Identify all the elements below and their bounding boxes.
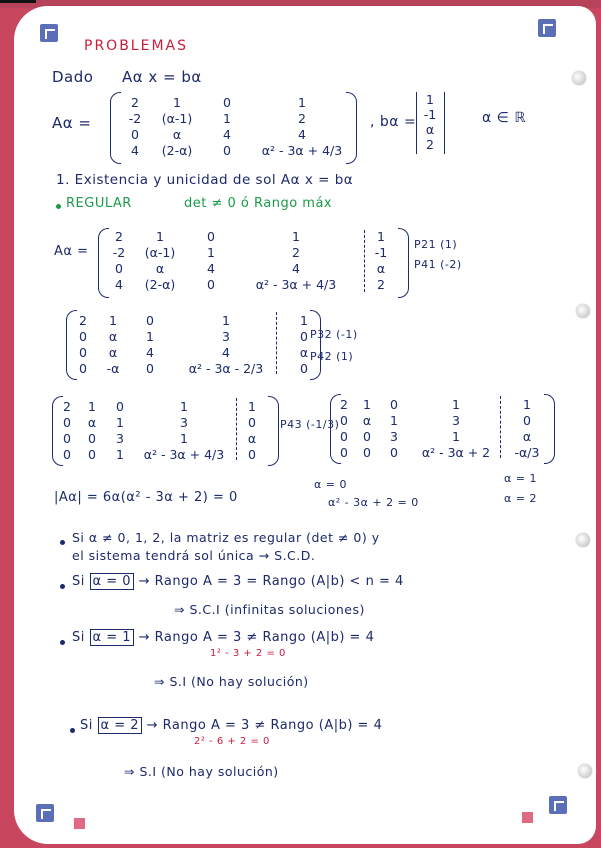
augmented-matrix-2 [70,312,326,376]
aug2-cell: 3 [222,328,230,344]
matrix-a-cell: 0 [223,94,231,110]
aug1-cell: α [376,260,386,276]
vector-b-bar-left [416,92,417,154]
aug2-cell: 0 [300,360,308,376]
aug2-cell: 0 [300,328,308,344]
aug1-cell: 0 [115,260,123,276]
matrix-a-cell: 1 [173,94,181,110]
aug4-cell: 0 [340,412,348,428]
aug3-cell: 0 [63,430,71,446]
case-2-conclusion: ⇒ S.C.I (infinitas soluciones) [174,602,365,617]
aug4-cell: 0 [390,396,398,412]
aug4-cell: 2 [340,396,348,412]
vector-b-entry: α [425,122,435,137]
aug3-cell: 0 [248,446,256,462]
aug4-cell: -α/3 [514,444,540,460]
aug1-cell: 4 [292,260,300,276]
bullet-regular [56,204,61,209]
aug3-cell: 0 [88,446,96,462]
aug1-cell: α [155,260,165,276]
case-2-rest: → Rango A = 3 = Rango (A|b) < n = 4 [138,574,404,589]
binder-hole-3 [576,533,590,547]
vector-b-entry: -1 [423,107,437,122]
aug3-cell: 0 [63,446,71,462]
aug3-cell: 1 [88,398,96,414]
aug2-op-1: P32 (-1) [310,328,358,341]
matrix-a-cell: α [172,126,182,142]
matrix-a-cell: 0 [223,142,231,158]
aug4-cell: 1 [452,396,460,412]
aug4-cell: 0 [363,444,371,460]
vector-b [418,92,442,152]
top-strip-mark [0,0,36,3]
determinant-branch-alpha2: α = 2 [504,492,537,505]
aug4-cell: 1 [390,412,398,428]
aug3-cell: 3 [180,414,188,430]
aug1-cell: -1 [374,244,388,260]
corner-icon-top-right [538,19,556,37]
aug3-cell: 0 [63,414,71,430]
aug1-cell: (2-α) [144,276,176,292]
aug1-cell: 1 [377,228,385,244]
case-4-conclusion: ⇒ S.I (No hay solución) [124,764,279,779]
aug4-cell: α² - 3α + 2 [421,444,491,460]
corner-icon-top-left [40,24,58,42]
aug3-cell: 1 [180,430,188,446]
aug1-label: Aα = [54,244,89,259]
aug2-op-2: P42 (1) [310,350,354,363]
aug1-cell: (α-1) [144,244,176,260]
case-3-line [72,630,374,645]
determinant-branch-quadratic: α² - 3α + 2 = 0 [328,496,419,509]
case-1-line-1: Si α ≠ 0, 1, 2, la matriz es regular (det ≠ 0) y [72,530,380,545]
aug1-cell: 0 [207,228,215,244]
corner-icon-bottom-right [549,796,567,814]
aug2-cell: α [108,344,118,360]
aug2-cell: 1 [300,312,308,328]
augmented-matrix-3 [56,398,270,462]
matrix-a-cell: 2 [131,94,139,110]
case-4-prefix: Si [80,718,93,733]
aug2-cell: 2 [79,312,87,328]
aug3-op: P43 (-1/3) [280,418,340,431]
aug1-op-2: P41 (-2) [414,258,462,271]
aug1-cell: 1 [207,244,215,260]
aug2-cell: 1 [146,328,154,344]
aug1-cell: 1 [156,228,164,244]
aug3-cell: 1 [180,398,188,414]
vector-b-entry: 1 [426,92,434,107]
aug1-cell: α² - 3α + 4/3 [255,276,337,292]
aug3-cell: 3 [116,430,124,446]
alpha-domain: α ∈ ℝ [482,110,526,126]
pink-marker-right [522,812,533,823]
case-3-boxed: α = 1 [90,629,135,646]
augmented-matrix-1 [104,228,406,292]
corner-icon-bottom-left [36,804,54,822]
aug1-op-1: P21 (1) [414,238,458,251]
aug3-cell: 1 [116,414,124,430]
case-1-line-2: el sistema tendrá sol única → S.C.D. [72,548,316,563]
bullet-case-1 [60,540,65,545]
matrix-a-cell: (α-1) [161,110,193,126]
matrix-a-cell: 1 [223,110,231,126]
augmented-matrix-4 [334,396,550,460]
aug2-cell: 0 [79,344,87,360]
aug2-cell: α [108,328,118,344]
binder-hole-2 [576,304,590,318]
vector-b-label: , bα = [370,114,417,130]
aug4-cell: 0 [523,412,531,428]
aug3-cell: 1 [116,446,124,462]
binder-hole-4 [578,764,592,778]
case-3-conclusion: ⇒ S.I (No hay solución) [154,674,309,689]
aug4-cell: α [362,412,372,428]
aug4-cell: α [522,428,532,444]
case-4-line [80,718,382,733]
aug4-cell: 1 [363,396,371,412]
aug3-cell: 0 [248,414,256,430]
aug2-cell: α [299,344,309,360]
section-heading: 1. Existencia y unicidad de sol Aα x = bα [56,172,354,188]
binder-hole-1 [572,71,586,85]
aug3-cell: α² - 3α + 4/3 [143,446,225,462]
dado-label: Dado [52,68,94,86]
aug1-cell: 2 [377,276,385,292]
matrix-a-label: Aα = [52,114,92,132]
aug1-cell: -2 [112,244,126,260]
system-equation: Aα x = bα [122,68,202,86]
determinant-expression: |Aα| = 6α(α² - 3α + 2) = 0 [54,490,238,505]
notebook-page [14,6,596,844]
aug3-cell: 2 [63,398,71,414]
case-3-rest: → Rango A = 3 ≠ Rango (A|b) = 4 [138,630,375,645]
case-3-note: 1² - 3 + 2 = 0 [210,648,286,659]
case-4-rest: → Rango A = 3 ≠ Rango (A|b) = 4 [146,718,383,733]
case-2-prefix: Si [72,574,85,589]
case-3-prefix: Si [72,630,85,645]
pink-marker-left [74,818,85,829]
aug1-cell: 0 [207,276,215,292]
aug1-cell: 2 [115,228,123,244]
matrix-a-cell: 4 [223,126,231,142]
aug2-cell: 1 [222,312,230,328]
aug4-cell: 1 [452,428,460,444]
matrix-a-cell: -2 [128,110,142,126]
aug4-cell: 0 [363,428,371,444]
aug1-cell: 4 [207,260,215,276]
aug3-cell: α [87,414,97,430]
aug4-cell: 1 [523,396,531,412]
aug2-cell: -α [106,360,120,376]
vector-b-entry: 2 [426,137,434,152]
aug3-cell: α [247,430,257,446]
aug3-cell: 1 [248,398,256,414]
page-title: PROBLEMAS [84,38,188,54]
aug1-cell: 2 [292,244,300,260]
bullet-case-3 [60,640,65,645]
case-4-note: 2² - 6 + 2 = 0 [194,736,270,747]
aug4-cell: 0 [390,444,398,460]
aug2-cell: 4 [222,344,230,360]
regular-condition: det ≠ 0 ó Rango máx [184,196,333,211]
aug2-cell: 0 [79,328,87,344]
aug2-cell: α² - 3α - 2/3 [188,360,264,376]
matrix-a-cell: 0 [131,126,139,142]
matrix-a-cell: 4 [131,142,139,158]
aug3-cell: 0 [116,398,124,414]
aug1-cell: 1 [292,228,300,244]
matrix-a-cell: 1 [298,94,306,110]
vector-b-bar-right [444,92,445,154]
bullet-case-4 [70,728,75,733]
aug2-cell: 0 [146,360,154,376]
matrix-a-cell: 2 [298,110,306,126]
regular-label: REGULAR [66,196,132,211]
case-2-line [72,574,404,589]
determinant-branch-alpha0: α = 0 [314,478,347,491]
case-4-boxed: α = 2 [98,717,143,734]
matrix-a [118,94,352,158]
aug2-cell: 0 [146,312,154,328]
aug2-cell: 4 [146,344,154,360]
matrix-a-cell: 4 [298,126,306,142]
aug1-cell: 4 [115,276,123,292]
aug3-cell: 0 [88,430,96,446]
aug4-cell: 3 [390,428,398,444]
aug4-cell: 3 [452,412,460,428]
aug2-cell: 1 [109,312,117,328]
determinant-branch-alpha1: α = 1 [504,472,537,485]
matrix-a-cell: (2-α) [161,142,193,158]
aug4-cell: 0 [340,428,348,444]
aug2-cell: 0 [79,360,87,376]
case-2-boxed: α = 0 [90,573,135,590]
matrix-a-cell: α² - 3α + 4/3 [261,142,343,158]
aug4-cell: 0 [340,444,348,460]
bullet-case-2 [60,584,65,589]
